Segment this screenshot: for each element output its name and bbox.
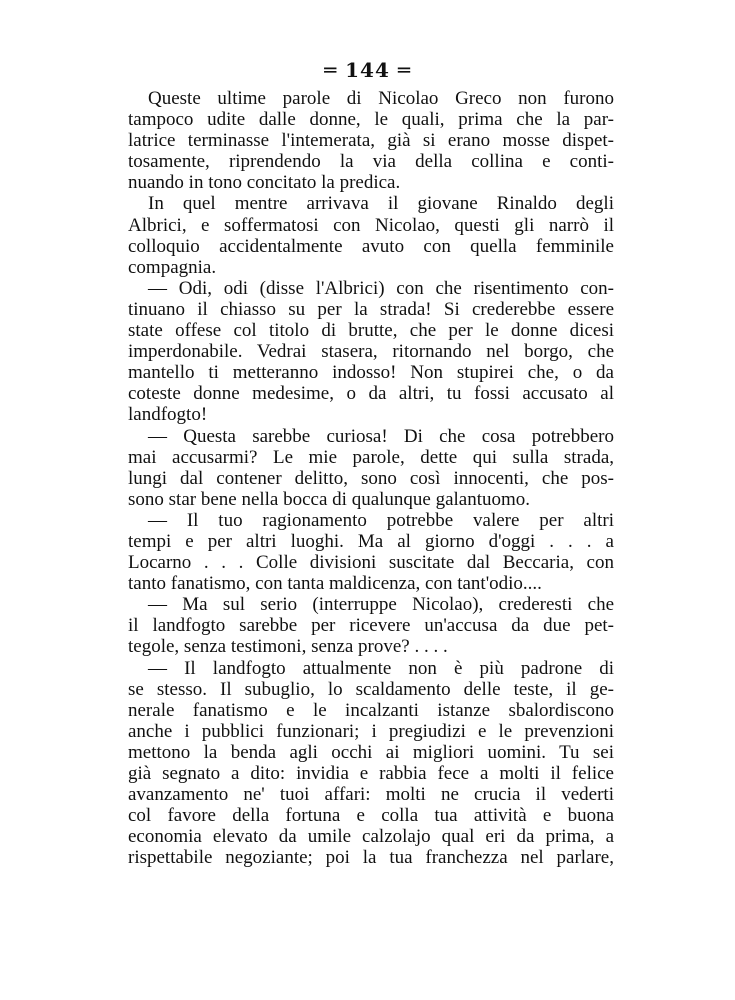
text-line: mai accusarmi? Le mie parole, dette qui sulla strada, <box>128 446 614 468</box>
body-text <box>128 88 614 868</box>
text-line: — Ma sul serio (interruppe Nicolao), crederesti che <box>148 594 614 616</box>
text-line: state offese col titolo di brutte, che per le donne dicesi <box>128 320 614 342</box>
text-line: imperdonabile. Vedrai stasera, ritornando nel borgo, che <box>128 341 614 363</box>
text-line: nerale fanatismo e le incalzanti istanze sbalordiscono <box>128 699 614 721</box>
text-line: tempi e per altri luoghi. Ma al giorno d'oggi . . . a <box>128 530 614 552</box>
text-line: tinuano il chiasso su per la strada! Si crederebbe essere <box>128 298 614 320</box>
page-number: ═ 144 ═ <box>324 58 411 82</box>
text-line: anche i pubblici funzionari; i pregiudizi e le prevenzioni <box>128 720 614 742</box>
text-line: economia elevato da umile calzolajo qual eri da prima, a <box>128 826 614 848</box>
text-line: rispettabile negoziante; poi la tua franchezza nel parlare, <box>128 847 614 869</box>
text-line: Albrici, e soffermatosi con Nicolao, questi gli narrò il <box>128 214 614 236</box>
text-line: compagnia. <box>128 256 217 278</box>
text-line: mantello ti metteranno indosso! Non stupirei che, o da <box>128 362 614 384</box>
text-line: lungi dal contener delitto, sono così innocenti, che pos- <box>128 467 614 489</box>
text-line: coteste donne medesime, o da altri, tu fossi accusato al <box>128 383 614 405</box>
text-line: nuando in tono concitato la predica. <box>128 172 401 194</box>
text-line: latrice terminasse l'intemerata, già si erano mosse dispet- <box>128 130 614 152</box>
text-line: mettono la benda agli occhi ai migliori uomini. Tu sei <box>128 741 614 763</box>
text-line: col favore della fortuna e colla tua attività e buona <box>128 805 614 827</box>
text-line: — Odi, odi (disse l'Albrici) con che risentimento con- <box>148 277 614 299</box>
text-line: tanto fanatismo, con tanta maldicenza, con tant'odio.... <box>128 573 542 595</box>
text-line: In quel mentre arrivava il giovane Rinaldo degli <box>148 193 614 215</box>
text-line: avanzamento ne' tuoi affari: molti ne crucia il vederti <box>128 784 614 806</box>
text-line: Locarno . . . Colle divisioni suscitate dal Beccaria, con <box>128 552 614 574</box>
text-line: sono star bene nella bocca di qualunque galantuomo. <box>128 488 531 510</box>
text-line: — Questa sarebbe curiosa! Di che cosa potrebbero <box>148 425 614 447</box>
text-line: tosamente, riprendendo la via della collina e conti- <box>128 151 614 173</box>
text-line: Queste ultime parole di Nicolao Greco non furono <box>148 88 614 109</box>
text-line: landfogto! <box>128 404 208 426</box>
text-line: già segnato a dito: invidia e rabbia fece a molti il felice <box>128 763 614 784</box>
text-line: — Il tuo ragionamento potrebbe valere per altri <box>148 509 614 531</box>
text-line: tegole, senza testimoni, senza prove? . . . . <box>128 636 448 658</box>
text-line: — Il landfogto attualmente non è più padrone di <box>148 657 614 679</box>
text-line: tampoco udite dalle donne, le quali, prima che la par- <box>128 109 614 131</box>
text-line: il landfogto sarebbe per ricevere un'accusa da due pet- <box>128 615 614 637</box>
text-line: colloquio accidentalmente avuto con quella femminile <box>128 235 614 257</box>
text-line: se stesso. Il subuglio, lo scaldamento delle teste, il ge- <box>128 678 614 700</box>
